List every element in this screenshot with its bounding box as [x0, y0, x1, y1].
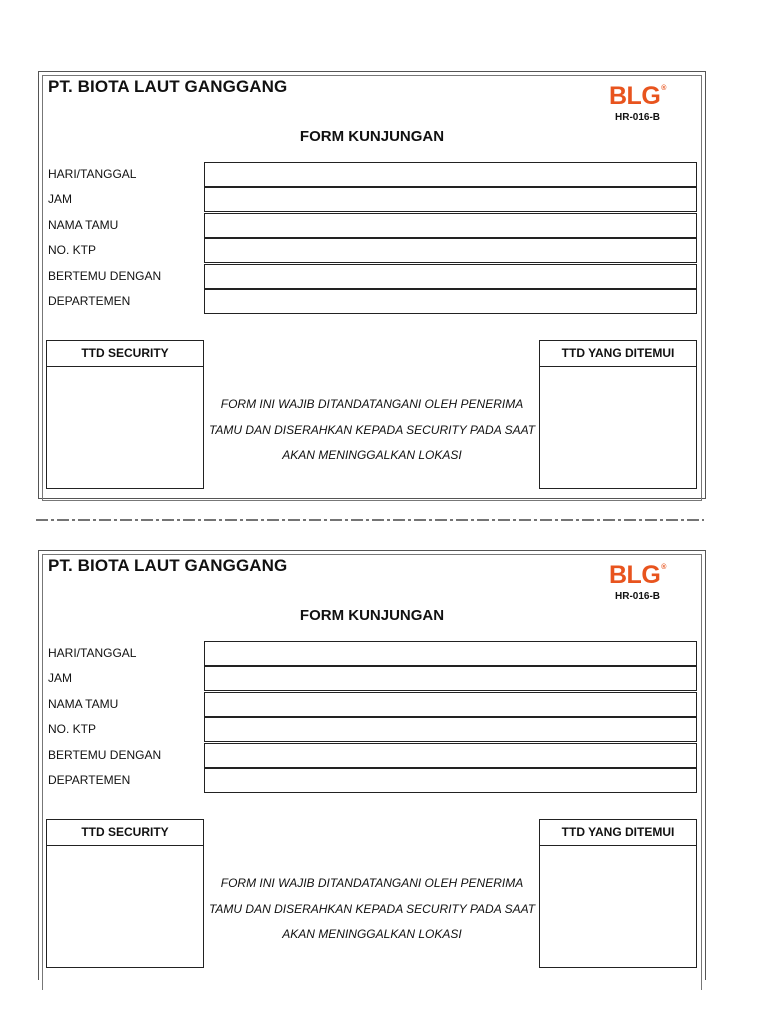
field-row [39, 289, 705, 315]
field-label-jam: JAM [48, 671, 72, 685]
field-label-nama-tamu: NAMA TAMU [48, 218, 119, 232]
field-input-hari-tanggal[interactable] [204, 641, 697, 666]
field-label-no-ktp: NO. KTP [48, 722, 97, 736]
field-label-bertemu-dengan: BERTEMU DENGAN [48, 269, 162, 283]
field-label-bertemu-dengan: BERTEMU DENGAN [48, 748, 162, 762]
field-input-jam[interactable] [204, 666, 697, 691]
signature-header-host: TTD YANG DITEMUI [540, 820, 696, 846]
field-label-no-ktp: NO. KTP [48, 243, 97, 257]
cut-line-divider [36, 518, 704, 522]
field-row [39, 717, 705, 743]
field-input-bertemu-dengan[interactable] [204, 264, 697, 289]
form-title [39, 128, 705, 145]
field-row [39, 213, 705, 239]
company-name: PT. BIOTA LAUT GANGGANG [48, 556, 288, 575]
field-input-departemen[interactable] [204, 289, 697, 314]
field-input-no-ktp[interactable] [204, 717, 697, 742]
note-line: AKAN MENINGGALKAN LOKASI [282, 448, 462, 462]
signature-header-security: TTD SECURITY [47, 341, 203, 367]
field-input-jam[interactable] [204, 187, 697, 212]
form-code: HR-016-B [615, 112, 661, 123]
visit-form-1 [38, 71, 706, 499]
logo-text: BLG [609, 561, 661, 589]
form-code: HR-016-B [615, 591, 661, 602]
blg-logo [609, 82, 666, 111]
field-label-hari-tanggal: HARI/TANGGAL [48, 646, 137, 660]
company-name: PT. BIOTA LAUT GANGGANG [48, 77, 288, 96]
field-label-hari-tanggal: HARI/TANGGAL [48, 167, 137, 181]
field-input-bertemu-dengan[interactable] [204, 743, 697, 768]
field-row [39, 264, 705, 290]
signature-box-security[interactable] [46, 819, 204, 968]
field-row [39, 162, 705, 188]
form-title-text: FORM KUNJUNGAN [299, 607, 445, 624]
signature-header-security: TTD SECURITY [47, 820, 203, 846]
field-row [39, 666, 705, 692]
field-label-departemen: DEPARTEMEN [48, 294, 131, 308]
field-input-nama-tamu[interactable] [204, 213, 697, 238]
field-label-departemen: DEPARTEMEN [48, 773, 131, 787]
registered-mark: ® [661, 85, 666, 92]
signature-header-host: TTD YANG DITEMUI [540, 341, 696, 367]
field-row [39, 692, 705, 718]
field-row [39, 238, 705, 264]
instruction-note [207, 871, 537, 948]
note-line: FORM INI WAJIB DITANDATANGANI OLEH PENERIMA [220, 876, 524, 890]
signature-box-security[interactable] [46, 340, 204, 489]
field-row [39, 768, 705, 794]
logo-text: BLG [609, 82, 661, 110]
form-title-text: FORM KUNJUNGAN [299, 128, 445, 145]
field-input-no-ktp[interactable] [204, 238, 697, 263]
note-line: AKAN MENINGGALKAN LOKASI [282, 927, 462, 941]
field-row [39, 187, 705, 213]
note-line: TAMU DAN DISERAHKAN KEPADA SECURITY PADA SAAT [208, 422, 536, 437]
visit-form-2 [38, 550, 706, 980]
field-row [39, 743, 705, 769]
field-input-hari-tanggal[interactable] [204, 162, 697, 187]
note-line: TAMU DAN DISERAHKAN KEPADA SECURITY PADA SAAT [208, 901, 536, 916]
blg-logo [609, 561, 666, 590]
field-input-nama-tamu[interactable] [204, 692, 697, 717]
note-line: FORM INI WAJIB DITANDATANGANI OLEH PENERIMA [220, 397, 524, 411]
field-label-nama-tamu: NAMA TAMU [48, 697, 119, 711]
instruction-note [207, 392, 537, 469]
signature-box-host[interactable] [539, 819, 697, 968]
field-label-jam: JAM [48, 192, 72, 206]
field-input-departemen[interactable] [204, 768, 697, 793]
field-row [39, 641, 705, 667]
form-title [39, 607, 705, 624]
registered-mark: ® [661, 564, 666, 571]
signature-box-host[interactable] [539, 340, 697, 489]
